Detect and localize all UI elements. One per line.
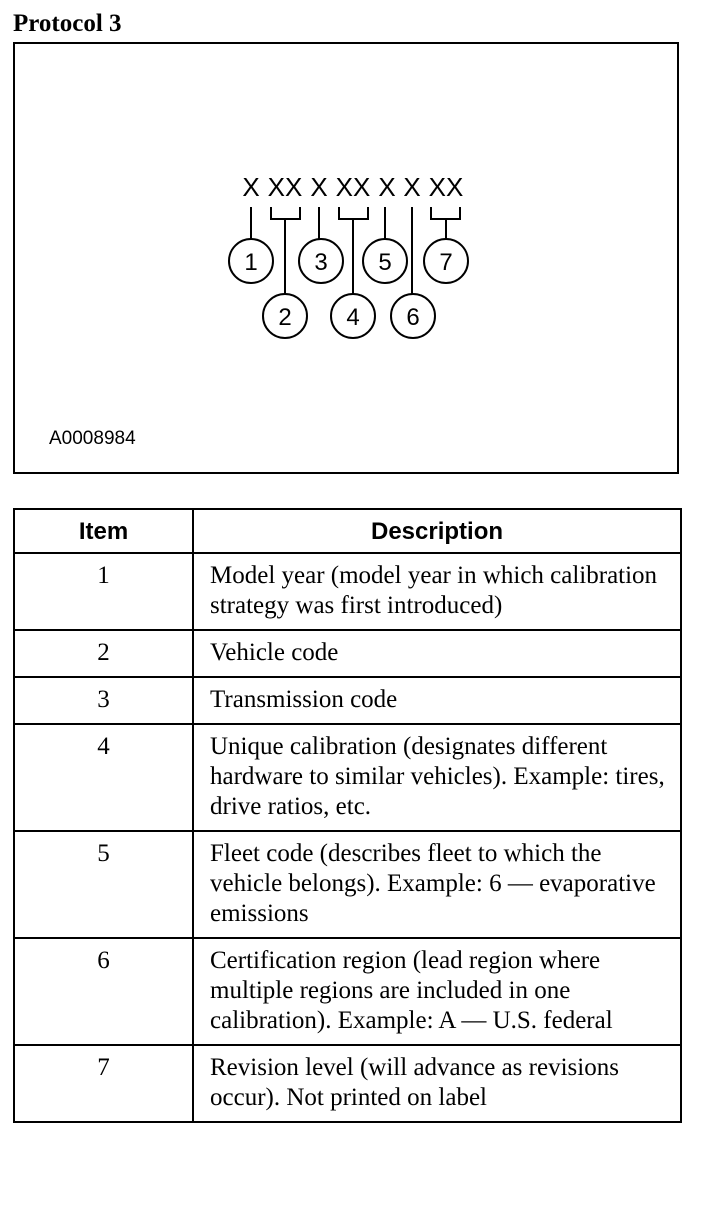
table-row (14, 831, 681, 938)
row-description: Unique calibration (designates different hardware to similar vehicles). Example: tires, drive ratios, etc. (193, 724, 681, 831)
code-group-3: X (310, 172, 328, 202)
header-description: Description (193, 509, 681, 553)
row-description: Certification region (lead region where multiple regions are included in one calibration). Example: A — U.S. federal (193, 938, 681, 1045)
row-item: 4 (14, 724, 193, 831)
table-row (14, 724, 681, 831)
row-description: Vehicle code (193, 630, 681, 677)
code-group-2: XX (267, 172, 303, 202)
callout-number-7: 7 (439, 249, 453, 276)
code-group-1: X (242, 172, 260, 202)
row-description: Model year (model year in which calibration strategy was first introduced) (193, 553, 681, 630)
code-group-6: X (403, 172, 421, 202)
table-header-row (14, 509, 681, 553)
figure-id: A0008984 (49, 428, 136, 449)
table-row (14, 938, 681, 1045)
bracket-4 (339, 207, 368, 219)
bracket-7 (431, 207, 460, 219)
callout-number-4: 4 (346, 304, 360, 331)
callout-number-1: 1 (244, 249, 258, 276)
callout-number-6: 6 (406, 304, 420, 331)
callout-number-2: 2 (278, 304, 292, 331)
table-row (14, 677, 681, 724)
header-item: Item (14, 509, 193, 553)
callout-number-5: 5 (378, 249, 392, 276)
code-group-7: XX (428, 172, 464, 202)
row-item: 6 (14, 938, 193, 1045)
table-row (14, 630, 681, 677)
table-row (14, 553, 681, 630)
row-description: Revision level (will advance as revisions occur). Not printed on label (193, 1045, 681, 1122)
callout-number-3: 3 (314, 249, 328, 276)
row-item: 2 (14, 630, 193, 677)
row-item: 1 (14, 553, 193, 630)
description-table (13, 508, 682, 1123)
row-description: Transmission code (193, 677, 681, 724)
row-item: 7 (14, 1045, 193, 1122)
page-title: Protocol 3 (13, 10, 122, 37)
diagram-svg (15, 44, 681, 476)
row-item: 3 (14, 677, 193, 724)
calibration-code-diagram (13, 42, 679, 474)
bracket-2 (271, 207, 300, 219)
table-row (14, 1045, 681, 1122)
row-description: Fleet code (describes fleet to which the vehicle belongs). Example: 6 — evaporative emissions (193, 831, 681, 938)
code-group-4: XX (335, 172, 371, 202)
row-item: 5 (14, 831, 193, 938)
code-group-5: X (378, 172, 396, 202)
